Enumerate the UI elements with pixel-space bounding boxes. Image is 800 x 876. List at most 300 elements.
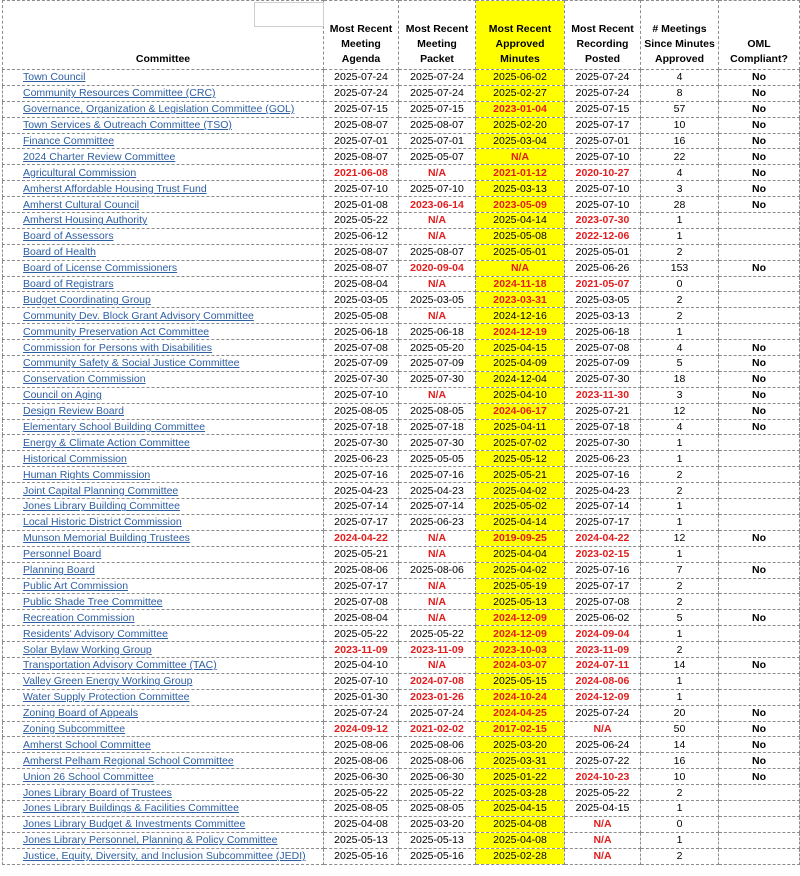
- approved-minutes-cell: 2025-03-13: [476, 181, 565, 197]
- table-row: [3, 499, 800, 515]
- meetings-since-cell: 2: [641, 467, 719, 483]
- committee-link[interactable]: Community Resources Committee (CRC): [3, 85, 324, 101]
- meetings-since-cell: 28: [641, 197, 719, 213]
- committee-compliance-table: [2, 0, 800, 865]
- agenda-cell: 2025-01-08: [324, 197, 399, 213]
- oml-compliant-cell: No: [719, 657, 800, 673]
- meetings-since-cell: 2: [641, 483, 719, 499]
- committee-link[interactable]: Jones Library Building Committee: [3, 499, 324, 515]
- table-row: [3, 530, 800, 546]
- agenda-cell: 2025-07-30: [324, 371, 399, 387]
- meetings-since-cell: 0: [641, 276, 719, 292]
- recording-cell: 2025-07-10: [565, 149, 641, 165]
- approved-minutes-cell: 2025-05-21: [476, 467, 565, 483]
- meetings-since-cell: 1: [641, 546, 719, 562]
- committee-link[interactable]: Valley Green Energy Working Group: [3, 673, 324, 689]
- recording-cell: 2023-11-30: [565, 387, 641, 403]
- packet-cell: 2023-01-26: [399, 689, 476, 705]
- approved-minutes-cell: 2025-03-28: [476, 785, 565, 801]
- approved-minutes-cell: 2025-04-04: [476, 546, 565, 562]
- header-packet: Most Recent Meeting Packet: [399, 1, 476, 70]
- table-row: [3, 403, 800, 419]
- table-row: [3, 594, 800, 610]
- table-row: [3, 228, 800, 244]
- meetings-since-cell: 1: [641, 499, 719, 515]
- recording-cell: 2025-07-24: [565, 705, 641, 721]
- recording-cell: 2025-05-01: [565, 244, 641, 260]
- committee-link[interactable]: 2024 Charter Review Committee: [3, 149, 324, 165]
- recording-cell: N/A: [565, 848, 641, 864]
- recording-cell: 2025-07-21: [565, 403, 641, 419]
- recording-cell: 2025-07-24: [565, 85, 641, 101]
- committee-link[interactable]: Board of Registrars: [3, 276, 324, 292]
- packet-cell: 2025-05-13: [399, 832, 476, 848]
- approved-minutes-cell: 2023-01-04: [476, 101, 565, 117]
- meetings-since-cell: 2: [641, 292, 719, 308]
- approved-minutes-cell: 2024-12-09: [476, 626, 565, 642]
- table-row: [3, 292, 800, 308]
- agenda-cell: 2025-07-17: [324, 578, 399, 594]
- committee-link[interactable]: Jones Library Personnel, Planning & Policy Committee: [3, 832, 324, 848]
- committee-link[interactable]: Personnel Board: [3, 546, 324, 562]
- committee-link[interactable]: Board of License Commissioners: [3, 260, 324, 276]
- packet-cell: 2025-03-20: [399, 816, 476, 832]
- table-row: [3, 371, 800, 387]
- packet-cell: N/A: [399, 213, 476, 229]
- meetings-since-cell: 5: [641, 356, 719, 372]
- committee-link[interactable]: Zoning Board of Appeals: [3, 705, 324, 721]
- recording-cell: 2024-08-06: [565, 673, 641, 689]
- agenda-cell: 2025-07-24: [324, 85, 399, 101]
- committee-link[interactable]: Design Review Board: [3, 403, 324, 419]
- table-row: [3, 626, 800, 642]
- oml-compliant-cell: No: [719, 371, 800, 387]
- meetings-since-cell: 50: [641, 721, 719, 737]
- committee-link[interactable]: Town Services & Outreach Committee (TSO): [3, 117, 324, 133]
- oml-compliant-cell: [719, 244, 800, 260]
- meetings-since-cell: 14: [641, 737, 719, 753]
- agenda-cell: 2025-08-07: [324, 244, 399, 260]
- approved-minutes-cell: 2025-03-04: [476, 133, 565, 149]
- header-oml-compliant: OML Compliant?: [719, 1, 800, 70]
- committee-link[interactable]: Town Council: [3, 70, 324, 86]
- table-row: [3, 514, 800, 530]
- meetings-since-cell: 18: [641, 371, 719, 387]
- table-row: [3, 356, 800, 372]
- recording-cell: N/A: [565, 816, 641, 832]
- meetings-since-cell: 1: [641, 626, 719, 642]
- approved-minutes-cell: 2024-12-16: [476, 308, 565, 324]
- meetings-since-cell: 22: [641, 149, 719, 165]
- approved-minutes-cell: 2025-05-19: [476, 578, 565, 594]
- oml-compliant-cell: No: [719, 387, 800, 403]
- meetings-since-cell: 2: [641, 308, 719, 324]
- committee-link[interactable]: Commission for Persons with Disabilities: [3, 340, 324, 356]
- recording-cell: 2024-07-11: [565, 657, 641, 673]
- table-row: [3, 197, 800, 213]
- oml-compliant-cell: No: [719, 562, 800, 578]
- oml-compliant-cell: [719, 594, 800, 610]
- meetings-since-cell: 4: [641, 165, 719, 181]
- recording-cell: 2025-06-24: [565, 737, 641, 753]
- oml-compliant-cell: No: [719, 117, 800, 133]
- oml-compliant-cell: No: [719, 753, 800, 769]
- recording-cell: 2024-10-23: [565, 769, 641, 785]
- oml-compliant-cell: [719, 276, 800, 292]
- agenda-cell: 2025-07-10: [324, 673, 399, 689]
- approved-minutes-cell: 2024-03-07: [476, 657, 565, 673]
- packet-cell: 2025-05-07: [399, 149, 476, 165]
- packet-cell: 2025-06-18: [399, 324, 476, 340]
- oml-compliant-cell: No: [719, 149, 800, 165]
- oml-compliant-cell: [719, 514, 800, 530]
- packet-cell: 2025-08-05: [399, 800, 476, 816]
- meetings-since-cell: 16: [641, 753, 719, 769]
- table-row: [3, 610, 800, 626]
- meetings-since-cell: 2: [641, 785, 719, 801]
- committee-link[interactable]: Amherst Affordable Housing Trust Fund: [3, 181, 324, 197]
- agenda-cell: 2025-07-01: [324, 133, 399, 149]
- committee-link[interactable]: Elementary School Building Committee: [3, 419, 324, 435]
- agenda-cell: 2025-03-05: [324, 292, 399, 308]
- packet-cell: 2025-07-30: [399, 435, 476, 451]
- recording-cell: 2025-07-08: [565, 594, 641, 610]
- meetings-since-cell: 1: [641, 689, 719, 705]
- committee-link[interactable]: Zoning Subcommittee: [3, 721, 324, 737]
- packet-cell: 2025-08-07: [399, 244, 476, 260]
- meetings-since-cell: 1: [641, 435, 719, 451]
- oml-compliant-cell: No: [719, 530, 800, 546]
- oml-compliant-cell: No: [719, 133, 800, 149]
- agenda-cell: 2025-07-10: [324, 181, 399, 197]
- recording-cell: N/A: [565, 832, 641, 848]
- recording-cell: 2025-07-08: [565, 340, 641, 356]
- recording-cell: 2025-07-22: [565, 753, 641, 769]
- oml-compliant-cell: No: [719, 356, 800, 372]
- recording-cell: 2023-11-09: [565, 642, 641, 658]
- oml-compliant-cell: [719, 848, 800, 864]
- approved-minutes-cell: 2025-02-27: [476, 85, 565, 101]
- packet-cell: N/A: [399, 276, 476, 292]
- agenda-cell: 2025-07-14: [324, 499, 399, 515]
- agenda-cell: 2024-04-22: [324, 530, 399, 546]
- meetings-since-cell: 4: [641, 340, 719, 356]
- recording-cell: 2022-12-06: [565, 228, 641, 244]
- table-row: [3, 133, 800, 149]
- table-row: [3, 181, 800, 197]
- agenda-cell: 2025-08-05: [324, 800, 399, 816]
- table-row: [3, 657, 800, 673]
- agenda-cell: 2025-05-08: [324, 308, 399, 324]
- oml-compliant-cell: No: [719, 260, 800, 276]
- committee-link[interactable]: Community Preservation Act Committee: [3, 324, 324, 340]
- approved-minutes-cell: 2025-07-02: [476, 435, 565, 451]
- packet-cell: 2025-05-22: [399, 785, 476, 801]
- approved-minutes-cell: 2025-05-02: [476, 499, 565, 515]
- packet-cell: 2025-07-30: [399, 371, 476, 387]
- meetings-since-cell: 7: [641, 562, 719, 578]
- table-row: [3, 276, 800, 292]
- committee-link[interactable]: Amherst Pelham Regional School Committee: [3, 753, 324, 769]
- recording-cell: 2025-07-15: [565, 101, 641, 117]
- packet-cell: N/A: [399, 308, 476, 324]
- agenda-cell: 2024-09-12: [324, 721, 399, 737]
- table-row: [3, 737, 800, 753]
- committee-link[interactable]: Water Supply Protection Committee: [3, 689, 324, 705]
- committee-link[interactable]: Historical Commission: [3, 451, 324, 467]
- packet-cell: 2025-05-16: [399, 848, 476, 864]
- table-row: [3, 435, 800, 451]
- recording-cell: N/A: [565, 721, 641, 737]
- agenda-cell: 2025-08-06: [324, 562, 399, 578]
- meetings-since-cell: 57: [641, 101, 719, 117]
- committee-link[interactable]: Board of Health: [3, 244, 324, 260]
- oml-compliant-cell: No: [719, 769, 800, 785]
- committee-link[interactable]: Human Rights Commission: [3, 467, 324, 483]
- table-row: [3, 800, 800, 816]
- packet-cell: N/A: [399, 530, 476, 546]
- committee-link[interactable]: Local Historic District Commission: [3, 514, 324, 530]
- packet-cell: 2025-04-23: [399, 483, 476, 499]
- committee-link[interactable]: Budget Coordinating Group: [3, 292, 324, 308]
- packet-cell: N/A: [399, 387, 476, 403]
- committee-link[interactable]: Governance, Organization & Legislation Committee (GOL): [3, 101, 324, 117]
- recording-cell: 2025-07-30: [565, 371, 641, 387]
- oml-compliant-cell: [719, 832, 800, 848]
- table-row: [3, 721, 800, 737]
- approved-minutes-cell: 2025-06-02: [476, 70, 565, 86]
- meetings-since-cell: 2: [641, 578, 719, 594]
- committee-link[interactable]: Community Dev. Block Grant Advisory Committee: [3, 308, 324, 324]
- packet-cell: 2025-07-18: [399, 419, 476, 435]
- agenda-cell: 2025-07-15: [324, 101, 399, 117]
- meetings-since-cell: 3: [641, 181, 719, 197]
- agenda-cell: 2025-07-18: [324, 419, 399, 435]
- recording-cell: 2025-07-10: [565, 181, 641, 197]
- meetings-since-cell: 10: [641, 769, 719, 785]
- agenda-cell: 2025-05-22: [324, 626, 399, 642]
- approved-minutes-cell: 2021-01-12: [476, 165, 565, 181]
- recording-cell: 2021-05-07: [565, 276, 641, 292]
- oml-compliant-cell: No: [719, 181, 800, 197]
- packet-cell: 2025-07-09: [399, 356, 476, 372]
- oml-compliant-cell: [719, 546, 800, 562]
- committee-link[interactable]: Board of Assessors: [3, 228, 324, 244]
- approved-minutes-cell: 2025-04-08: [476, 832, 565, 848]
- meetings-since-cell: 5: [641, 610, 719, 626]
- header-agenda: Most Recent Meeting Agenda: [324, 1, 399, 70]
- committee-link[interactable]: Jones Library Budget & Investments Committee: [3, 816, 324, 832]
- oml-compliant-cell: [719, 451, 800, 467]
- committee-link[interactable]: Conservation Commission: [3, 371, 324, 387]
- committee-link[interactable]: Transportation Advisory Committee (TAC): [3, 657, 324, 673]
- agenda-cell: 2025-07-30: [324, 435, 399, 451]
- committee-link[interactable]: Amherst School Committee: [3, 737, 324, 753]
- table-row: [3, 769, 800, 785]
- recording-cell: 2025-03-13: [565, 308, 641, 324]
- packet-cell: N/A: [399, 594, 476, 610]
- agenda-cell: 2025-07-24: [324, 705, 399, 721]
- recording-cell: 2025-04-15: [565, 800, 641, 816]
- table-row: [3, 419, 800, 435]
- recording-cell: 2025-07-14: [565, 499, 641, 515]
- table-row: [3, 387, 800, 403]
- committee-link[interactable]: Jones Library Board of Trustees: [3, 785, 324, 801]
- meetings-since-cell: 10: [641, 117, 719, 133]
- table-row: [3, 244, 800, 260]
- oml-compliant-cell: No: [719, 721, 800, 737]
- table-row: [3, 546, 800, 562]
- packet-cell: N/A: [399, 610, 476, 626]
- table-row: [3, 578, 800, 594]
- recording-cell: 2025-03-05: [565, 292, 641, 308]
- meetings-since-cell: 1: [641, 832, 719, 848]
- committee-link[interactable]: Planning Board: [3, 562, 324, 578]
- agenda-cell: 2025-04-08: [324, 816, 399, 832]
- agenda-cell: 2025-07-17: [324, 514, 399, 530]
- recording-cell: 2025-07-16: [565, 467, 641, 483]
- oml-compliant-cell: No: [719, 101, 800, 117]
- header-meetings-since: # Meetings Since Minutes Approved: [641, 1, 719, 70]
- committee-link[interactable]: Finance Committee: [3, 133, 324, 149]
- committee-link[interactable]: Solar Bylaw Working Group: [3, 642, 324, 658]
- packet-cell: N/A: [399, 657, 476, 673]
- packet-cell: 2025-07-24: [399, 70, 476, 86]
- meetings-since-cell: 1: [641, 514, 719, 530]
- approved-minutes-cell: 2025-05-15: [476, 673, 565, 689]
- approved-minutes-cell: 2023-03-31: [476, 292, 565, 308]
- recording-cell: 2025-04-23: [565, 483, 641, 499]
- packet-cell: 2025-07-14: [399, 499, 476, 515]
- table-row: [3, 101, 800, 117]
- approved-minutes-cell: 2025-02-20: [476, 117, 565, 133]
- recording-cell: 2023-02-15: [565, 546, 641, 562]
- agenda-cell: 2025-06-12: [324, 228, 399, 244]
- committee-link[interactable]: Justice, Equity, Diversity, and Inclusion Subcommittee (JEDI): [3, 848, 324, 864]
- agenda-cell: 2025-05-13: [324, 832, 399, 848]
- agenda-cell: 2025-08-05: [324, 403, 399, 419]
- table-row: [3, 260, 800, 276]
- approved-minutes-cell: 2023-05-09: [476, 197, 565, 213]
- table-row: [3, 705, 800, 721]
- meetings-since-cell: 2: [641, 244, 719, 260]
- packet-cell: 2025-05-20: [399, 340, 476, 356]
- oml-compliant-cell: No: [719, 197, 800, 213]
- oml-compliant-cell: [719, 578, 800, 594]
- oml-compliant-cell: No: [719, 340, 800, 356]
- packet-cell: 2025-08-06: [399, 737, 476, 753]
- recording-cell: 2025-06-26: [565, 260, 641, 276]
- committee-link[interactable]: Union 26 School Committee: [3, 769, 324, 785]
- approved-minutes-cell: 2025-04-10: [476, 387, 565, 403]
- approved-minutes-cell: 2025-05-13: [476, 594, 565, 610]
- table-row: [3, 785, 800, 801]
- header-committee: Committee: [3, 1, 324, 70]
- recording-cell: 2025-07-10: [565, 197, 641, 213]
- committee-link[interactable]: Residents' Advisory Committee: [3, 626, 324, 642]
- agenda-cell: 2025-08-04: [324, 610, 399, 626]
- oml-compliant-cell: [719, 689, 800, 705]
- packet-cell: 2025-08-07: [399, 117, 476, 133]
- committee-link[interactable]: Public Art Commission: [3, 578, 324, 594]
- table-row: [3, 308, 800, 324]
- packet-cell: 2025-08-06: [399, 753, 476, 769]
- packet-cell: N/A: [399, 165, 476, 181]
- table-row: [3, 149, 800, 165]
- meetings-since-cell: 8: [641, 85, 719, 101]
- packet-cell: 2025-08-06: [399, 562, 476, 578]
- agenda-cell: 2025-06-23: [324, 451, 399, 467]
- oml-compliant-cell: No: [719, 70, 800, 86]
- oml-compliant-cell: No: [719, 403, 800, 419]
- recording-cell: 2025-06-18: [565, 324, 641, 340]
- recording-cell: 2025-06-23: [565, 451, 641, 467]
- committee-link[interactable]: Agricultural Commission: [3, 165, 324, 181]
- oml-compliant-cell: [719, 228, 800, 244]
- agenda-cell: 2025-07-16: [324, 467, 399, 483]
- committee-link[interactable]: Community Safety & Social Justice Committee: [3, 356, 324, 372]
- committee-link[interactable]: Energy & Climate Action Committee: [3, 435, 324, 451]
- packet-cell: 2021-02-02: [399, 721, 476, 737]
- approved-minutes-cell: N/A: [476, 149, 565, 165]
- recording-cell: 2025-07-30: [565, 435, 641, 451]
- oml-compliant-cell: No: [719, 419, 800, 435]
- committee-link[interactable]: Jones Library Buildings & Facilities Committee: [3, 800, 324, 816]
- approved-minutes-cell: 2024-12-09: [476, 610, 565, 626]
- table-row: [3, 642, 800, 658]
- table-row: [3, 85, 800, 101]
- packet-cell: N/A: [399, 228, 476, 244]
- meetings-since-cell: 2: [641, 594, 719, 610]
- approved-minutes-cell: 2024-12-19: [476, 324, 565, 340]
- meetings-since-cell: 0: [641, 816, 719, 832]
- committee-link[interactable]: Recreation Commission: [3, 610, 324, 626]
- table-row: [3, 673, 800, 689]
- recording-cell: 2025-05-22: [565, 785, 641, 801]
- committee-link[interactable]: Amherst Cultural Council: [3, 197, 324, 213]
- recording-cell: 2025-06-02: [565, 610, 641, 626]
- packet-cell: N/A: [399, 578, 476, 594]
- recording-cell: 2024-12-09: [565, 689, 641, 705]
- oml-compliant-cell: No: [719, 737, 800, 753]
- committee-link[interactable]: Munson Memorial Building Trustees: [3, 530, 324, 546]
- meetings-since-cell: 4: [641, 70, 719, 86]
- packet-cell: 2023-11-09: [399, 642, 476, 658]
- agenda-cell: 2025-05-21: [324, 546, 399, 562]
- agenda-cell: 2021-06-08: [324, 165, 399, 181]
- meetings-since-cell: 12: [641, 530, 719, 546]
- meetings-since-cell: 1: [641, 324, 719, 340]
- agenda-cell: 2025-07-10: [324, 387, 399, 403]
- committee-link[interactable]: Public Shade Tree Committee: [3, 594, 324, 610]
- recording-cell: 2025-07-18: [565, 419, 641, 435]
- approved-minutes-cell: 2025-04-15: [476, 800, 565, 816]
- table-row: [3, 848, 800, 864]
- packet-cell: 2025-05-05: [399, 451, 476, 467]
- agenda-cell: 2025-04-23: [324, 483, 399, 499]
- committee-link[interactable]: Council on Aging: [3, 387, 324, 403]
- meetings-since-cell: 1: [641, 800, 719, 816]
- approved-minutes-cell: 2025-05-01: [476, 244, 565, 260]
- meetings-since-cell: 1: [641, 451, 719, 467]
- meetings-since-cell: 12: [641, 403, 719, 419]
- packet-cell: 2025-07-24: [399, 85, 476, 101]
- committee-link[interactable]: Amherst Housing Authority: [3, 213, 324, 229]
- committee-link[interactable]: Joint Capital Planning Committee: [3, 483, 324, 499]
- approved-minutes-cell: 2023-10-03: [476, 642, 565, 658]
- header-approved-minutes: Most Recent Approved Minutes: [476, 1, 565, 70]
- approved-minutes-cell: 2024-10-24: [476, 689, 565, 705]
